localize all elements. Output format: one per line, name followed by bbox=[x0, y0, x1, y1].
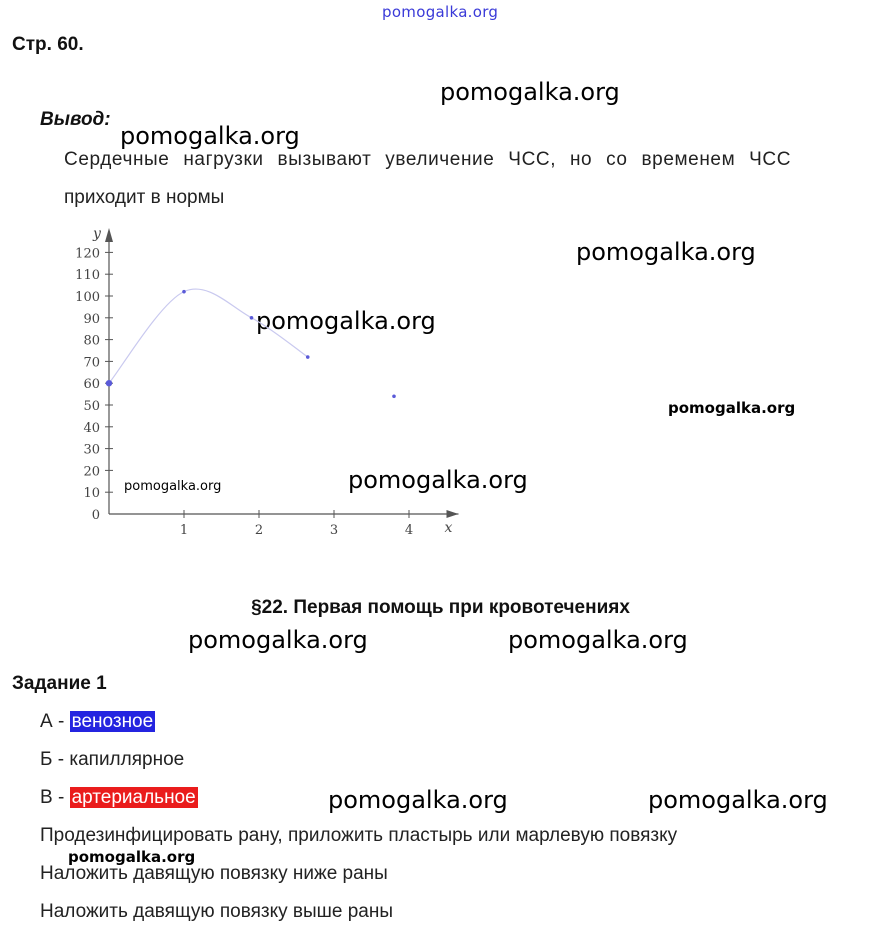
y-tick-label: 120 bbox=[75, 246, 100, 262]
watermark: pomogalka.org bbox=[124, 479, 222, 494]
x-tick-label: 3 bbox=[329, 523, 339, 538]
answer-a-highlight: венозное bbox=[71, 711, 154, 732]
section-title: §22. Первая помощь при кровотечениях bbox=[251, 597, 630, 618]
watermark: pomogalka.org bbox=[328, 786, 508, 814]
data-point bbox=[182, 290, 186, 294]
y-tick-label: 110 bbox=[75, 268, 100, 284]
y-tick-label: 80 bbox=[83, 333, 100, 349]
conclusion-text-line2: приходит в нормы bbox=[64, 187, 225, 208]
answer-c bbox=[40, 787, 198, 809]
page-number: Стр. 60. bbox=[12, 34, 84, 55]
x-axis-label: x bbox=[444, 520, 453, 536]
y-tick-label: 70 bbox=[83, 355, 100, 371]
answer-c-highlight: артериальное bbox=[71, 787, 196, 808]
task-line-4: Продезинфицировать рану, приложить пластырь или марлевую повязку bbox=[40, 825, 678, 846]
task-line-5: Наложить давящую повязку ниже раны bbox=[40, 863, 388, 884]
y-tick-label: 10 bbox=[83, 486, 100, 502]
answer-b: Б - капиллярное bbox=[40, 749, 185, 770]
task-line-6: Наложить давящую повязку выше раны bbox=[40, 901, 394, 922]
data-point bbox=[250, 316, 254, 320]
y-tick-label: 30 bbox=[83, 442, 100, 458]
x-tick-label: 2 bbox=[254, 523, 264, 538]
conclusion-label: Вывод: bbox=[40, 109, 111, 130]
task-title: Задание 1 bbox=[12, 673, 107, 694]
y-tick-label: 40 bbox=[83, 420, 100, 436]
answer-c-prefix: В - bbox=[40, 787, 70, 808]
conclusion-text-line1: Сердечные нагрузки вызывают увеличение ЧСС, но со временем ЧСС bbox=[64, 149, 792, 170]
watermark: pomogalka.org bbox=[348, 466, 528, 494]
y-tick-label: 0 bbox=[91, 508, 100, 523]
data-point bbox=[306, 355, 310, 359]
watermark: pomogalka.org bbox=[68, 848, 196, 866]
watermark: pomogalka.org bbox=[440, 78, 620, 106]
x-tick-label: 4 bbox=[404, 523, 414, 538]
x-axis-arrow bbox=[447, 510, 459, 518]
x-tick-label: 1 bbox=[179, 523, 189, 538]
watermark: pomogalka.org bbox=[120, 122, 300, 150]
heart-rate-chart bbox=[60, 222, 470, 544]
y-tick-label: 90 bbox=[83, 311, 100, 327]
y-tick-label: 60 bbox=[83, 377, 100, 393]
data-point bbox=[106, 380, 112, 386]
watermark: pomogalka.org bbox=[668, 399, 796, 417]
series-line bbox=[109, 289, 308, 383]
y-tick-label: 100 bbox=[75, 290, 100, 305]
answer-a-prefix: А - bbox=[40, 711, 70, 732]
watermark: pomogalka.org bbox=[648, 786, 828, 814]
data-point bbox=[392, 394, 396, 398]
y-tick-label: 20 bbox=[83, 464, 100, 480]
answer-a bbox=[40, 711, 155, 733]
watermark: pomogalka.org bbox=[256, 307, 436, 335]
y-axis-arrow bbox=[105, 228, 113, 242]
watermark: pomogalka.org bbox=[508, 626, 688, 654]
watermark: pomogalka.org bbox=[382, 3, 499, 21]
y-tick-label: 50 bbox=[83, 399, 100, 414]
watermark: pomogalka.org bbox=[576, 238, 756, 266]
watermark: pomogalka.org bbox=[188, 626, 368, 654]
y-axis-label: y bbox=[93, 226, 101, 242]
